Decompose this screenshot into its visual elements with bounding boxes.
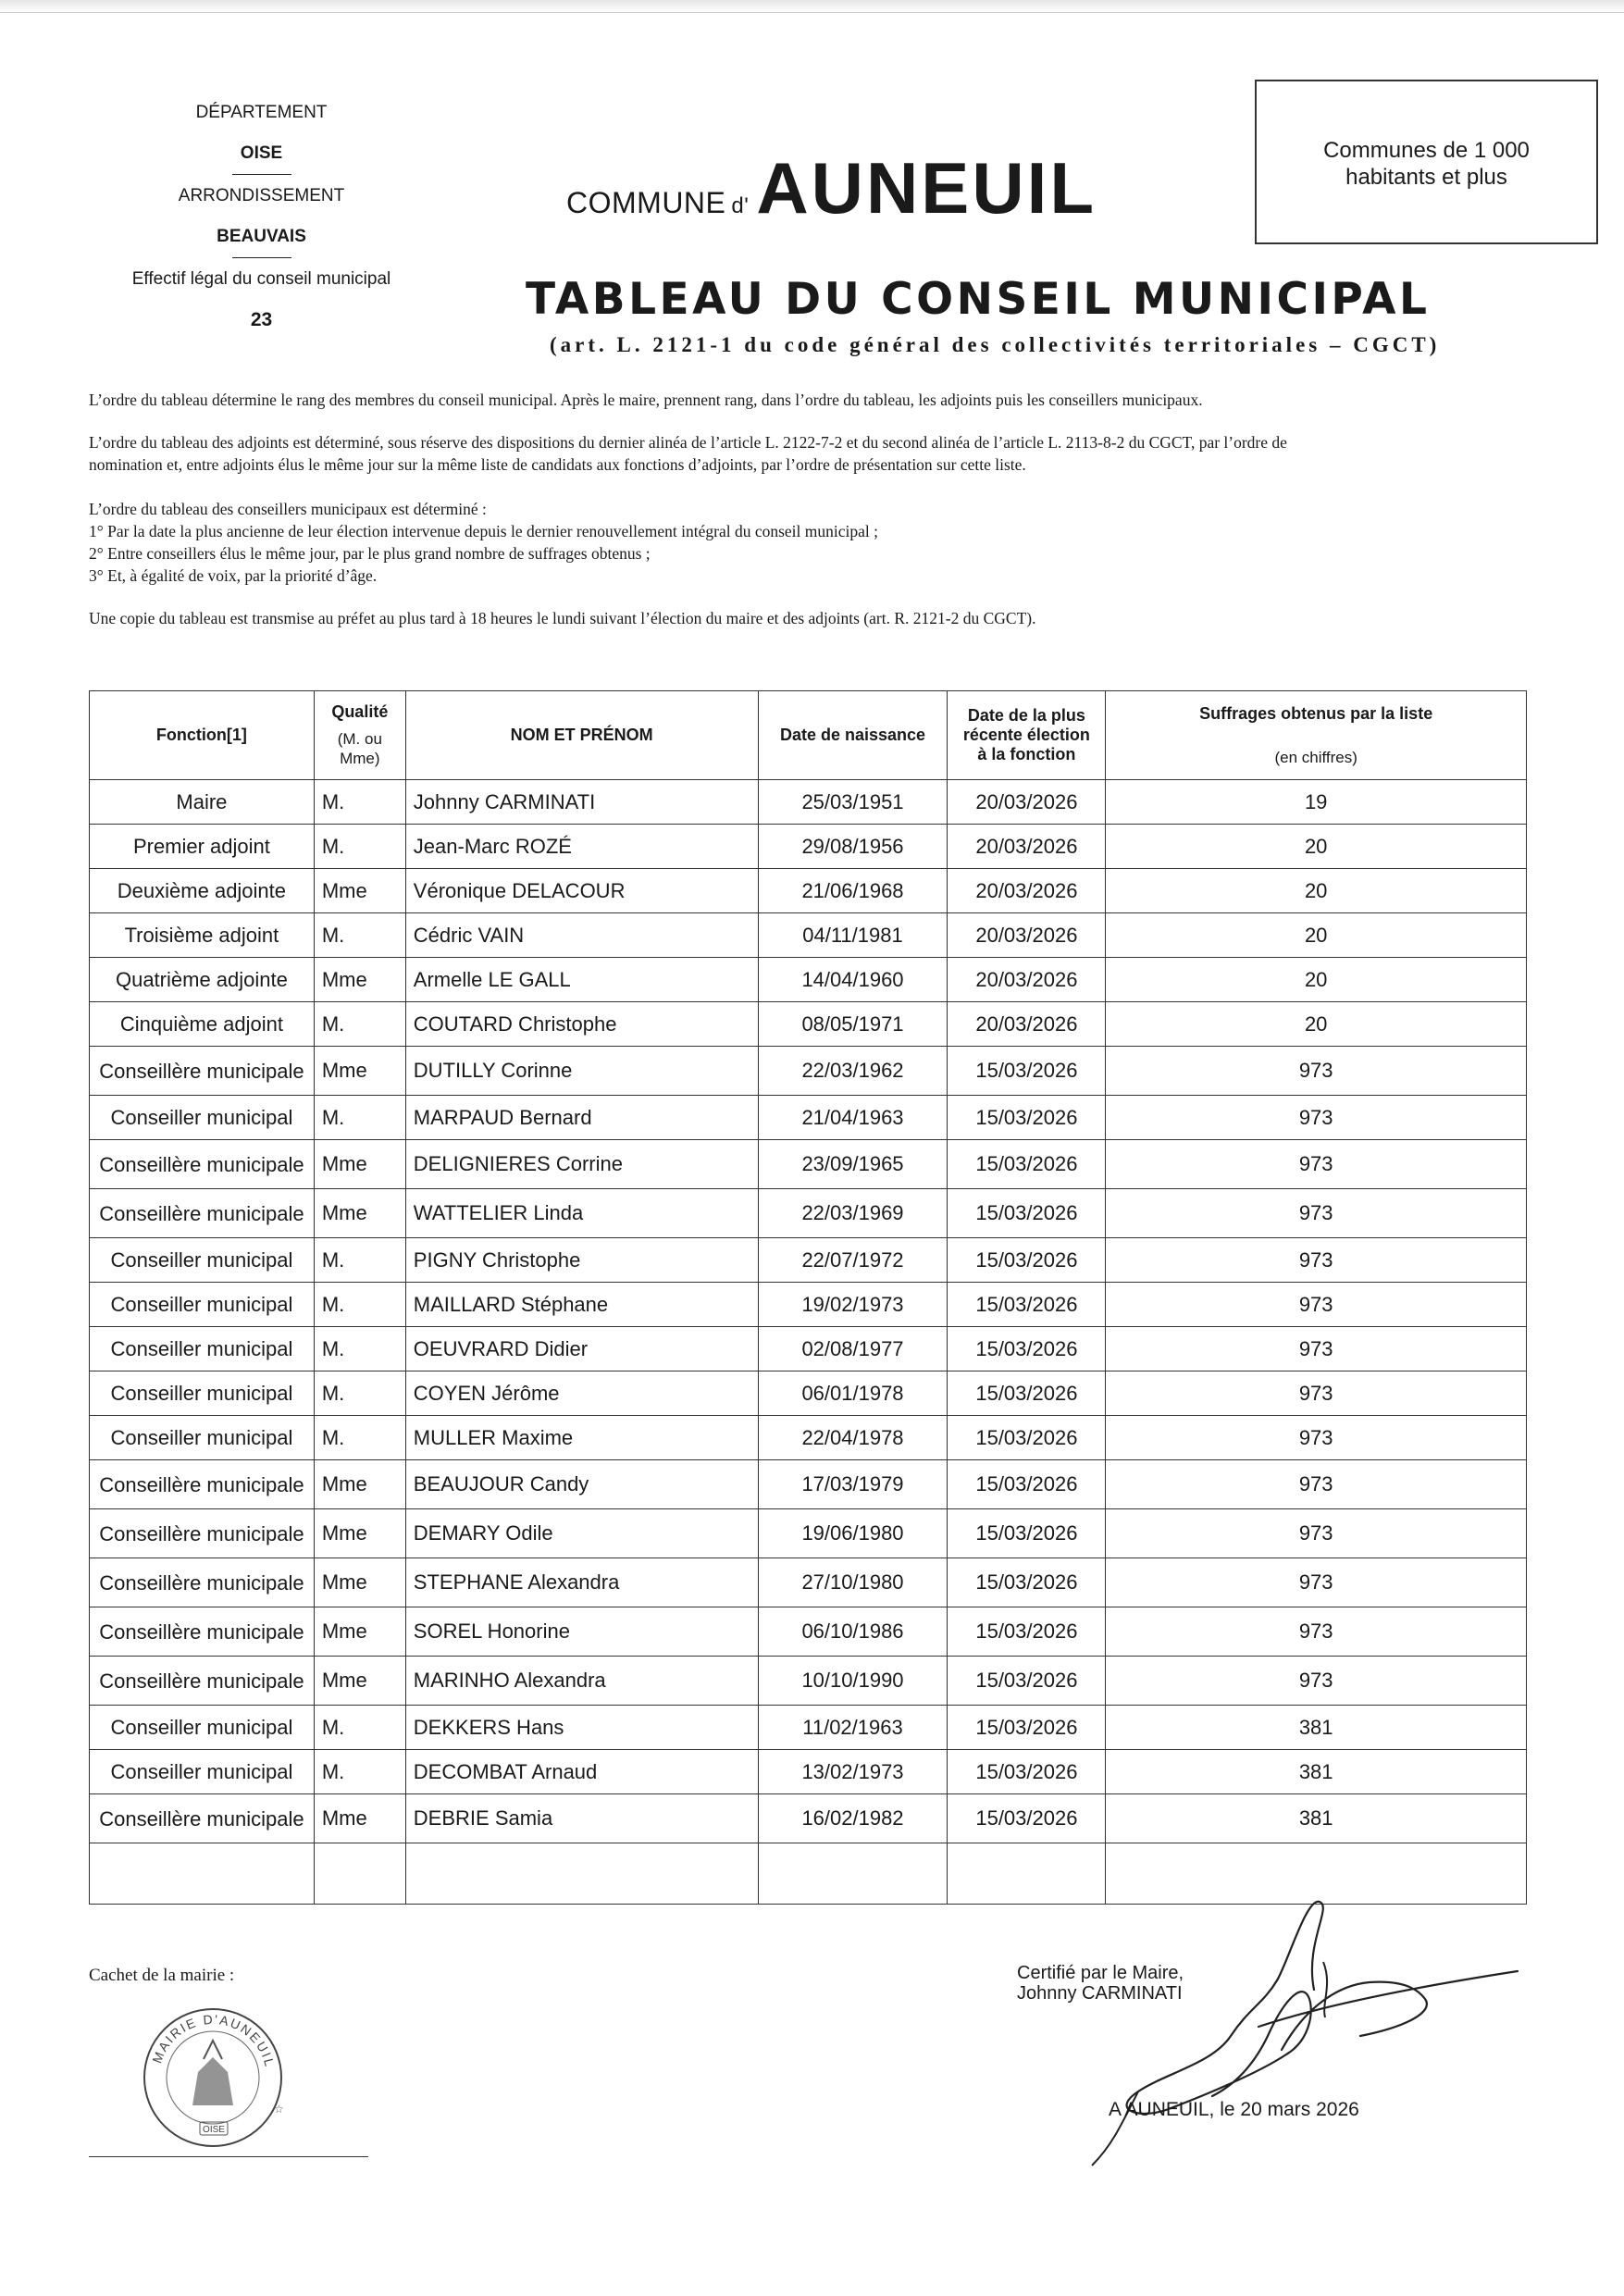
empty-cell: [948, 1843, 1106, 1905]
cell-naissance: 08/05/1971: [758, 1002, 948, 1047]
cell-nom: DEKKERS Hans: [405, 1706, 758, 1750]
table-row: [90, 1283, 1527, 1327]
council-table: [89, 690, 1527, 1905]
paragraph-4: Une copie du tableau est transmise au préfet au plus tard à 18 heures le lundi suivant l’élection du maire et des adjoints (art. R. 2121-2 du CGCT).: [89, 609, 1036, 627]
cell-nom: MAILLARD Stéphane: [405, 1283, 758, 1327]
cell-nom: Cédric VAIN: [405, 913, 758, 958]
cell-nom: MARINHO Alexandra: [405, 1657, 758, 1706]
cell-naissance: 11/02/1963: [758, 1706, 948, 1750]
header-nom: NOM ET PRÉNOM: [405, 691, 758, 780]
certifie-line-1: Certifié par le Maire,: [1017, 1963, 1184, 1983]
cell-election: 15/03/2026: [948, 1140, 1106, 1189]
cell-naissance: 17/03/1979: [758, 1460, 948, 1509]
header-election: [948, 691, 1106, 780]
table-row: [90, 1794, 1527, 1843]
paragraph-2: [89, 431, 1551, 476]
arrondissement-label: ARRONDISSEMENT: [178, 186, 345, 205]
header-suffrages: [1106, 691, 1527, 780]
table-row: [90, 1416, 1527, 1460]
cell-suffrages: 973: [1106, 1327, 1527, 1371]
paragraph-1: L’ordre du tableau détermine le rang des membres du conseil municipal. Après le maire, prennent rang, dans l’ordre du tableau, les adjoints puis les conseillers municipaux.: [89, 391, 1203, 409]
table-row: [90, 1238, 1527, 1283]
table-row: [90, 1750, 1527, 1794]
effectif-label: Effectif légal du conseil municipal: [131, 269, 391, 289]
cell-qualite: Mme: [314, 1607, 405, 1657]
divider: [232, 174, 291, 175]
cell-naissance: 19/02/1973: [758, 1283, 948, 1327]
table-row: [90, 1189, 1527, 1238]
cell-election: 20/03/2026: [948, 958, 1106, 1002]
table-row: [90, 1460, 1527, 1509]
header-qualite-sub-2: Mme): [340, 750, 380, 767]
cell-suffrages: 973: [1106, 1607, 1527, 1657]
cell-qualite: M.: [314, 913, 405, 958]
svg-text:OISE: OISE: [203, 2125, 225, 2135]
commune-article: d': [731, 193, 750, 218]
cell-election: 15/03/2026: [948, 1238, 1106, 1283]
empty-cell: [405, 1843, 758, 1905]
header-suffrages-sub: (en chiffres): [1274, 748, 1357, 766]
header-fonction: Fonction[1]: [90, 691, 315, 780]
header-suffrages-label: Suffrages obtenus par la liste: [1199, 703, 1433, 723]
cell-election: 15/03/2026: [948, 1047, 1106, 1096]
cell-election: 15/03/2026: [948, 1371, 1106, 1416]
cell-election: 15/03/2026: [948, 1460, 1106, 1509]
cell-fonction: Maire: [90, 780, 315, 825]
cell-suffrages: 973: [1106, 1460, 1527, 1509]
cell-fonction: Quatrième adjointe: [90, 958, 315, 1002]
cell-election: 15/03/2026: [948, 1558, 1106, 1607]
cell-nom: WATTELIER Linda: [405, 1189, 758, 1238]
cell-election: 15/03/2026: [948, 1189, 1106, 1238]
cell-fonction: Cinquième adjoint: [90, 1002, 315, 1047]
table-row: [90, 1327, 1527, 1371]
cell-qualite: M.: [314, 1327, 405, 1371]
table-body: [90, 780, 1527, 1905]
table-row: [90, 1002, 1527, 1047]
cell-nom: DUTILLY Corinne: [405, 1047, 758, 1096]
header-qualite: [314, 691, 405, 780]
empty-cell: [314, 1843, 405, 1905]
cell-suffrages: 20: [1106, 913, 1527, 958]
cell-suffrages: 381: [1106, 1706, 1527, 1750]
cell-nom: STEPHANE Alexandra: [405, 1558, 758, 1607]
cell-suffrages: 973: [1106, 1047, 1527, 1096]
commune-name: AUNEUIL: [756, 147, 1097, 229]
table-row: [90, 1047, 1527, 1096]
certifie-line-2: Johnny CARMINATI: [1017, 1983, 1183, 2004]
header-qualite-label: Qualité: [331, 702, 389, 721]
cell-nom: Johnny CARMINATI: [405, 780, 758, 825]
cell-suffrages: 20: [1106, 1002, 1527, 1047]
cell-election: 15/03/2026: [948, 1327, 1106, 1371]
cell-naissance: 21/04/1963: [758, 1096, 948, 1140]
cell-nom: MULLER Maxime: [405, 1416, 758, 1460]
cell-nom: COYEN Jérôme: [405, 1371, 758, 1416]
cell-fonction: Conseiller municipal: [90, 1750, 315, 1794]
cell-suffrages: 973: [1106, 1416, 1527, 1460]
signature-line: [89, 2156, 368, 2157]
cell-election: 15/03/2026: [948, 1283, 1106, 1327]
page-subtitle: (art. L. 2121-1 du code général des collectivités territoriales – CGCT): [550, 333, 1441, 356]
cell-nom: DEMARY Odile: [405, 1509, 758, 1558]
cell-fonction: Conseiller municipal: [90, 1283, 315, 1327]
cell-nom: MARPAUD Bernard: [405, 1096, 758, 1140]
paragraph-3-line-3: 2° Entre conseillers élus le même jour, par le plus grand nombre de suffrages obtenus ;: [89, 544, 651, 563]
cell-naissance: 16/02/1982: [758, 1794, 948, 1843]
cell-suffrages: 973: [1106, 1096, 1527, 1140]
paragraph-3-line-1: L’ordre du tableau des conseillers municipaux est déterminé :: [89, 500, 487, 518]
cell-nom: Armelle LE GALL: [405, 958, 758, 1002]
cell-naissance: 21/06/1968: [758, 869, 948, 913]
paragraph-2-line-1: L’ordre du tableau des adjoints est déterminé, sous réserve des dispositions du dernier alinéa de l’article L. 2122-7-2 et du second alinéa de l’article L. 2113-8-2 du CGCT, par l’ordre de: [89, 433, 1287, 452]
table-header-row: [90, 691, 1527, 780]
cell-suffrages: 381: [1106, 1750, 1527, 1794]
cell-nom: OEUVRARD Didier: [405, 1327, 758, 1371]
paragraph-2-line-2: nomination et, entre adjoints élus le même jour sur la même liste de candidats aux fonctions d’adjoints, par l’ordre de présentation sur cette liste.: [89, 455, 1026, 474]
table-row: [90, 1140, 1527, 1189]
cell-fonction: Conseillère municipale: [90, 1140, 315, 1189]
table-row: [90, 913, 1527, 958]
header-election-2: récente élection: [962, 726, 1090, 744]
cell-naissance: 06/01/1978: [758, 1371, 948, 1416]
scan-edge: [0, 0, 1624, 13]
cell-qualite: Mme: [314, 958, 405, 1002]
cell-naissance: 10/10/1990: [758, 1657, 948, 1706]
cell-election: 20/03/2026: [948, 913, 1106, 958]
cell-qualite: M.: [314, 1750, 405, 1794]
cell-suffrages: 20: [1106, 869, 1527, 913]
cell-qualite: M.: [314, 1416, 405, 1460]
cell-election: 15/03/2026: [948, 1750, 1106, 1794]
cell-naissance: 19/06/1980: [758, 1509, 948, 1558]
table-row: [90, 1371, 1527, 1416]
empty-cell: [1106, 1843, 1527, 1905]
cell-election: 15/03/2026: [948, 1416, 1106, 1460]
departement-value: OISE: [240, 143, 283, 163]
cell-fonction: Conseiller municipal: [90, 1416, 315, 1460]
header-election-3: à la fonction: [977, 745, 1076, 763]
cell-qualite: M.: [314, 1096, 405, 1140]
cell-nom: DECOMBAT Arnaud: [405, 1750, 758, 1794]
cell-fonction: Troisième adjoint: [90, 913, 315, 958]
cell-election: 15/03/2026: [948, 1509, 1106, 1558]
cell-naissance: 25/03/1951: [758, 780, 948, 825]
cell-naissance: 23/09/1965: [758, 1140, 948, 1189]
cell-fonction: Premier adjoint: [90, 825, 315, 869]
cell-fonction: Conseillère municipale: [90, 1558, 315, 1607]
empty-cell: [90, 1843, 315, 1905]
table-row: [90, 1558, 1527, 1607]
paragraph-3-line-4: 3° Et, à égalité de voix, par la priorité d’âge.: [89, 566, 378, 585]
intro-text: [89, 389, 1551, 650]
cell-qualite: M.: [314, 825, 405, 869]
cell-suffrages: 973: [1106, 1371, 1527, 1416]
header-naissance: Date de naissance: [758, 691, 948, 780]
cell-qualite: Mme: [314, 1460, 405, 1509]
cell-qualite: M.: [314, 1706, 405, 1750]
cell-suffrages: 20: [1106, 825, 1527, 869]
table-row: [90, 1096, 1527, 1140]
header-election-1: Date de la plus: [967, 706, 1085, 725]
cell-naissance: 02/08/1977: [758, 1327, 948, 1371]
divider: [232, 257, 291, 258]
cell-qualite: Mme: [314, 869, 405, 913]
effectif-value: 23: [250, 309, 273, 330]
category-line-1: Communes de 1 000: [1323, 138, 1530, 163]
commune-prefix: COMMUNE: [566, 186, 726, 219]
cell-election: 15/03/2026: [948, 1657, 1106, 1706]
mayor-signature: [1083, 1897, 1527, 2175]
cell-qualite: M.: [314, 1238, 405, 1283]
table-row: [90, 869, 1527, 913]
cell-naissance: 14/04/1960: [758, 958, 948, 1002]
cell-suffrages: 973: [1106, 1558, 1527, 1607]
table-row: [90, 1657, 1527, 1706]
cell-fonction: Conseillère municipale: [90, 1607, 315, 1657]
cell-fonction: Conseiller municipal: [90, 1238, 315, 1283]
table-row: [90, 1607, 1527, 1657]
cell-naissance: 22/03/1969: [758, 1189, 948, 1238]
cell-suffrages: 973: [1106, 1238, 1527, 1283]
cell-fonction: Conseillère municipale: [90, 1794, 315, 1843]
cell-qualite: M.: [314, 1283, 405, 1327]
cell-election: 15/03/2026: [948, 1607, 1106, 1657]
cell-fonction: Conseiller municipal: [90, 1327, 315, 1371]
table-row-empty: [90, 1843, 1527, 1905]
cell-fonction: Conseillère municipale: [90, 1460, 315, 1509]
cell-fonction: Conseiller municipal: [90, 1371, 315, 1416]
cell-qualite: M.: [314, 1371, 405, 1416]
cell-fonction: Conseillère municipale: [90, 1047, 315, 1096]
cell-nom: BEAUJOUR Candy: [405, 1460, 758, 1509]
cell-naissance: 13/02/1973: [758, 1750, 948, 1794]
cell-qualite: Mme: [314, 1794, 405, 1843]
cell-election: 20/03/2026: [948, 825, 1106, 869]
table-row: [90, 958, 1527, 1002]
cell-election: 15/03/2026: [948, 1706, 1106, 1750]
commune-heading: [566, 146, 1097, 230]
cell-suffrages: 973: [1106, 1283, 1527, 1327]
place-date: A AUNEUIL, le 20 mars 2026: [1109, 2099, 1359, 2120]
header-qualite-sub-1: (M. ou: [337, 730, 382, 748]
paragraph-3: [89, 498, 1551, 587]
cell-naissance: 29/08/1956: [758, 825, 948, 869]
cell-qualite: Mme: [314, 1558, 405, 1607]
table-row: [90, 1706, 1527, 1750]
empty-cell: [758, 1843, 948, 1905]
cell-nom: SOREL Honorine: [405, 1607, 758, 1657]
cell-qualite: Mme: [314, 1189, 405, 1238]
cell-naissance: 22/04/1978: [758, 1416, 948, 1460]
table-row: [90, 780, 1527, 825]
cell-suffrages: 973: [1106, 1140, 1527, 1189]
category-box: [1255, 80, 1598, 244]
cachet-label: Cachet de la mairie :: [89, 1966, 235, 1985]
cell-naissance: 04/11/1981: [758, 913, 948, 958]
cell-fonction: Deuxième adjointe: [90, 869, 315, 913]
left-header: [93, 102, 430, 331]
cell-qualite: M.: [314, 1002, 405, 1047]
cell-nom: DELIGNIERES Corrine: [405, 1140, 758, 1189]
paragraph-3-line-2: 1° Par la date la plus ancienne de leur élection intervenue depuis le dernier renouvellement intégral du conseil municipal ;: [89, 522, 879, 540]
cell-suffrages: 973: [1106, 1189, 1527, 1238]
cell-nom: PIGNY Christophe: [405, 1238, 758, 1283]
cell-suffrages: 973: [1106, 1509, 1527, 1558]
cell-qualite: M.: [314, 780, 405, 825]
cell-fonction: Conseiller municipal: [90, 1706, 315, 1750]
cell-election: 20/03/2026: [948, 869, 1106, 913]
cell-nom: Jean-Marc ROZÉ: [405, 825, 758, 869]
cell-election: 15/03/2026: [948, 1794, 1106, 1843]
category-line-2: habitants et plus: [1345, 165, 1507, 190]
cell-naissance: 22/03/1962: [758, 1047, 948, 1096]
cell-suffrages: 20: [1106, 958, 1527, 1002]
svg-text:MAIRIE D'AUNEUIL: MAIRIE D'AUNEUIL: [149, 2011, 279, 2070]
cell-election: 15/03/2026: [948, 1096, 1106, 1140]
arrondissement-value: BEAUVAIS: [217, 227, 306, 246]
cell-qualite: Mme: [314, 1657, 405, 1706]
cell-election: 20/03/2026: [948, 780, 1106, 825]
cell-naissance: 06/10/1986: [758, 1607, 948, 1657]
cell-fonction: Conseillère municipale: [90, 1509, 315, 1558]
table-row: [90, 825, 1527, 869]
cell-qualite: Mme: [314, 1140, 405, 1189]
cell-suffrages: 973: [1106, 1657, 1527, 1706]
svg-text:☆: ☆: [274, 2103, 284, 2116]
cell-qualite: Mme: [314, 1047, 405, 1096]
cell-suffrages: 381: [1106, 1794, 1527, 1843]
cell-nom: DEBRIE Samia: [405, 1794, 758, 1843]
cell-nom: Véronique DELACOUR: [405, 869, 758, 913]
cell-fonction: Conseillère municipale: [90, 1189, 315, 1238]
cell-fonction: Conseiller municipal: [90, 1096, 315, 1140]
cell-election: 20/03/2026: [948, 1002, 1106, 1047]
cell-nom: COUTARD Christophe: [405, 1002, 758, 1047]
page-title: TABLEAU DU CONSEIL MUNICIPAL: [526, 274, 1431, 325]
cell-fonction: Conseillère municipale: [90, 1657, 315, 1706]
cell-qualite: Mme: [314, 1509, 405, 1558]
cell-suffrages: 19: [1106, 780, 1527, 825]
table-row: [90, 1509, 1527, 1558]
mairie-stamp: [139, 2004, 287, 2152]
cell-naissance: 22/07/1972: [758, 1238, 948, 1283]
cell-naissance: 27/10/1980: [758, 1558, 948, 1607]
departement-label: DÉPARTEMENT: [195, 103, 328, 122]
